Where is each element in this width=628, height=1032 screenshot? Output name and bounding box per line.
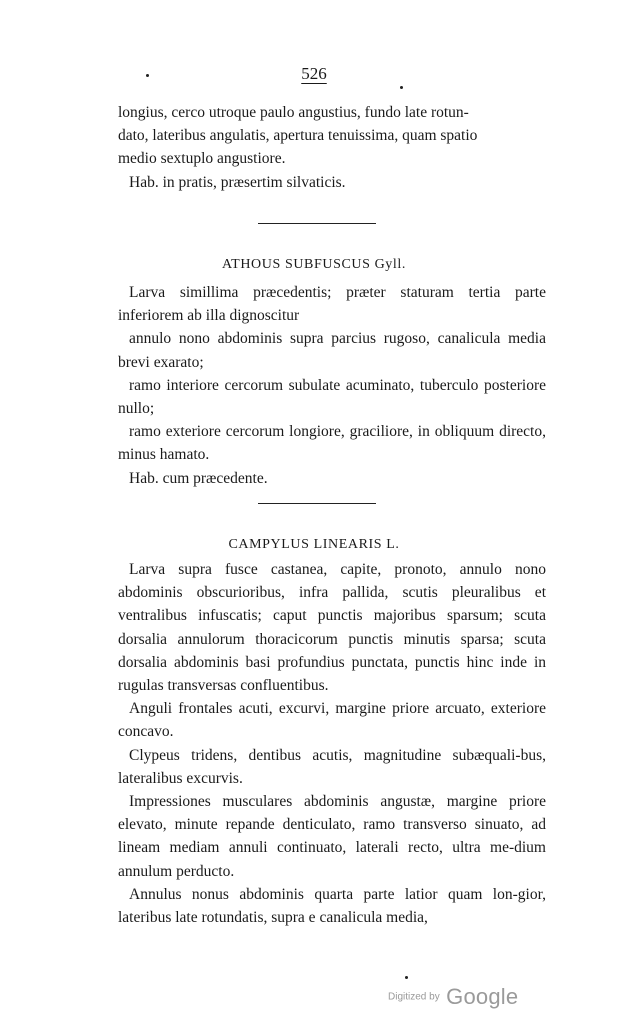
paragraph: annulo nono abdominis supra parcius rugoso, canalicula media brevi exarato; [118, 330, 546, 371]
campylus-description [118, 558, 546, 929]
paragraph: ramo exteriore cercorum longiore, graciliore, in obliquum directo, minus hamato. [118, 423, 546, 464]
google-logo: Google [446, 984, 519, 1009]
paragraph: Annulus nonus abdominis quarta parte latior quam lon-gior, lateribus late rotundatis, supra e canalicula media, [118, 885, 546, 927]
paragraph: ramo interiore cercorum subulate acuminato, tuberculo posteriore nullo; [118, 376, 546, 418]
habitat-line: Hab. in pratis, præsertim silvaticis. [129, 173, 346, 191]
digitization-watermark [388, 984, 518, 1010]
section-divider [258, 223, 376, 224]
continued-description [118, 101, 546, 194]
athous-description [118, 281, 546, 490]
print-speck [400, 86, 403, 89]
text-line: dato, lateribus angulatis, apertura tenuissima, quam spatio [118, 127, 478, 145]
paragraph: Clypeus tridens, dentibus acutis, magnitudine subæquali-bus, lateralibus excurvis. [118, 746, 546, 787]
habitat-line: Hab. cum præcedente. [129, 469, 268, 487]
watermark-prefix: Digitized by [388, 991, 440, 1003]
paragraph: Anguli frontales acuti, excurvi, margine priore arcuato, exteriore concavo. [118, 700, 546, 741]
species-heading-athous: ATHOUS SUBFUSCUS Gyll. [222, 257, 406, 272]
paragraph: Larva supra fusce castanea, capite, pronoto, annulo nono abdominis obscurioribus, infra pallida, scutis pleuralibus et ventralibus infuscatis; caput punctis majoribus sparsum; scuta dorsalia annulorum thoracicorum punctis minutis sparsa; scuta dorsalia abdominis basi profundius punctata, punctis hinc inde in rugulas transversas confluentibus. [118, 561, 546, 695]
text-line: longius, cerco utroque paulo angustius, fundo late rotun- [118, 104, 469, 121]
species-heading-campylus: CAMPYLUS LINEARIS L. [228, 537, 400, 552]
paragraph: Impressiones musculares abdominis angustæ, margine priore elevato, minute repande denticulato, ramo transverso sinuato, ad lineam mediam annuli continuato, laterali recto, ultra me-dium annulum perducto. [118, 793, 546, 880]
print-speck [405, 976, 408, 979]
section-divider [258, 503, 376, 504]
print-speck [146, 74, 149, 77]
text-line: medio sextuplo angustiore. [118, 150, 286, 168]
paragraph: Larva simillima præcedentis; præter staturam tertia parte inferiorem ab illa dignoscitur [118, 284, 546, 325]
page-number: 526 [301, 64, 327, 83]
